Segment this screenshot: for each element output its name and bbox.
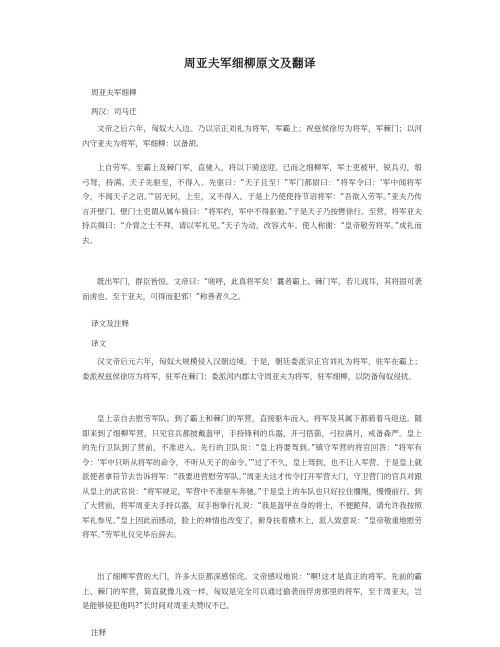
- translation-paragraph-3: 出了细柳军营的大门，许多大臣都深感惊诧。文帝感叹地说：“啊!这才是真正的将军。先前的霸上、棘门的军营，简直就像儿戏一样，匈奴是完全可以通过偷袭而俘虏那里的将军，至于周亚夫，岂是能够侵犯他吗?”长时间对周亚夫赞叹不已。: [82, 572, 422, 610]
- poem-heading: 周亚夫军细柳: [91, 88, 137, 97]
- section-heading: 译文及注释: [91, 319, 129, 328]
- notes-heading: 注释: [91, 628, 107, 637]
- original-paragraph-3: 既出军门，群臣皆惊。文帝曰：“嗟呼，此真将军矣！曩者霸上、棘门军，若儿戏耳，其将固可袭而虏也。至于亚夫，可得而犯邪！”称善者久之。: [82, 277, 422, 301]
- translation-paragraph-1: 汉文帝后元六年，匈奴大规模侵入汉朝边境。于是，朝廷委派宗正官刘礼为将军，驻军在霸上；委派祝兹侯徐厉为将军，驻军在棘门；委派河内郡太守周亚夫为将军，驻军细柳，以防备匈奴侵扰。: [82, 357, 422, 381]
- original-paragraph-2: 上自劳军。至霸上及棘门军，直驰入，将以下骑送迎。已而之细柳军，军士吏被甲，锐兵刃，彀弓弩，持满。天子先驱至，不得入。先驱曰：“天子且至！”军门都尉曰：“将军令曰：‘军中闻将军令，不闻天子之诏。’”居无何，上至，又不得入。于是上乃使使持节诏将军：“吾欲入劳军。”亚夫乃传言开壁门。壁门士吏谓从属车骑曰：“将军约，军中不得驱驰。”于是天子乃按辔徐行。至营，将军亚夫持兵揖曰：“介胄之士不拜，请以军礼见。”天子为动，改容式车。使人称谢：“皇帝敬劳将军。”成礼而去。: [82, 163, 422, 245]
- translation-paragraph-2: 皇上亲自去慰劳军队。到了霸上和棘门的军营，直接驱车而入，将军及其属下都骑着马迎送。随即来到了细柳军营，只见官兵都披戴盔甲，手持锋利的兵器，开弓搭箭，弓拉满月，戒备森严。皇上的先行卫队到了营前，不准进入。先行的卫队说：“皇上将要驾到。”镇守军营的将官回答：“将军有令：‘军中只听从将军的命令，不听从天子的命令。’”过了不久，皇上驾到，也不让入军营。于是皇上就派使者拿符节去告诉将军：“我要进营慰劳军队。”周亚夫这才传令打开军营大门，守卫营门的官兵对跟从皇上的武官说：“将军规定，军营中不准驱车奔驰。”于是皇上的车队也只好拉住缰绳，慢慢前行。到了大营前，将军周亚夫手持兵器，双手抱拳行礼说：“我是盔甲在身的将士，不便跪拜，请允许我按照军礼参见。”皇上因此而感动，脸上的神情也改变了，俯身扶着横木上，派人致意说：“皇帝敬重地慰劳将军。”劳军礼仪完毕后辞去。: [82, 414, 422, 539]
- translation-heading: 译文: [91, 339, 107, 348]
- author-line: 两汉：司马迁: [91, 107, 137, 116]
- original-paragraph-1: 文帝之后六年，匈奴大入边。乃以宗正刘礼为将军，军霸上；祝兹侯徐厉为将军，军棘门；以河内守亚夫为将军，军细柳：以备胡。: [82, 124, 422, 148]
- document-title: 周亚夫军细柳原文及翻译: [184, 56, 316, 70]
